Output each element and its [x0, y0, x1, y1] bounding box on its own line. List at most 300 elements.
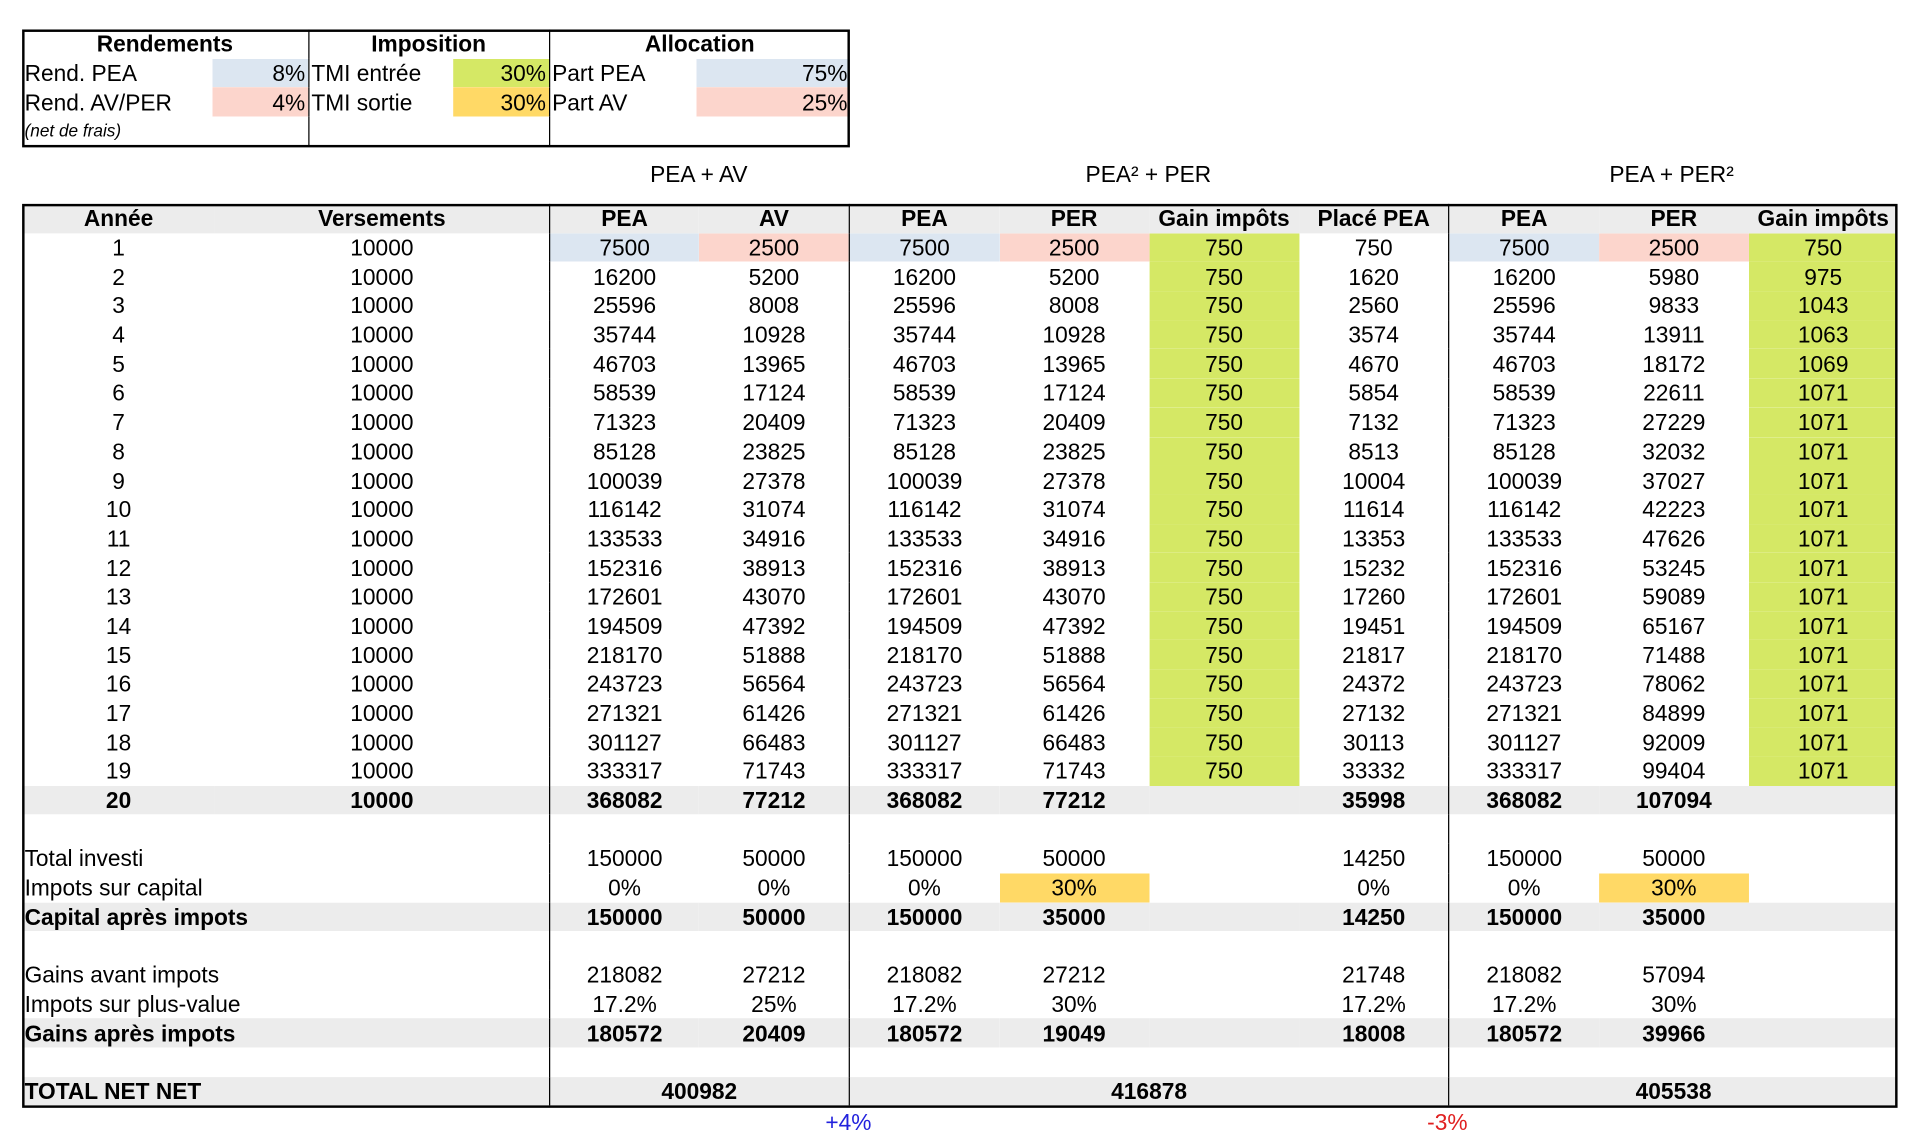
data-cell[interactable]: 31074 [1042, 496, 1106, 523]
data-cell[interactable]: 58539 [1449, 378, 1599, 407]
param-value-cell[interactable]: 30% [453, 59, 549, 88]
data-cell[interactable]: 10000 [350, 438, 414, 465]
data-cell[interactable]: 301127 [549, 728, 699, 757]
data-cell[interactable]: 47392 [1042, 612, 1106, 639]
data-cell[interactable]: 33332 [1342, 758, 1406, 785]
data-cell[interactable]: 10000 [350, 467, 414, 494]
data-cell[interactable]: 16200 [549, 262, 699, 291]
summary-cell[interactable]: 50000 [1042, 845, 1106, 872]
data-cell[interactable]: 9 [112, 467, 125, 494]
data-cell[interactable]: 116142 [849, 495, 999, 524]
summary-cell[interactable]: 0% [757, 874, 791, 901]
summary-cell[interactable]: 150000 [849, 902, 999, 931]
data-cell[interactable]: 14 [105, 612, 132, 639]
data-cell[interactable]: 243723 [849, 669, 999, 698]
total-pea-per2[interactable]: 405538 [1449, 1077, 1898, 1106]
data-cell[interactable]: 1071 [1749, 553, 1898, 582]
data-cell[interactable]: 27229 [1642, 409, 1706, 435]
data-cell[interactable]: 42223 [1642, 496, 1706, 523]
data-cell[interactable]: 25596 [549, 291, 699, 320]
data-cell[interactable]: 133533 [849, 524, 999, 553]
data-cell[interactable]: 1071 [1749, 524, 1898, 553]
data-cell[interactable]: 750 [1149, 233, 1299, 262]
data-cell[interactable]: 25596 [849, 291, 999, 320]
final-row-cell[interactable]: 20 [22, 786, 215, 815]
summary-cell[interactable]: 50000 [1642, 845, 1706, 872]
data-cell[interactable]: 4 [112, 321, 125, 348]
data-cell[interactable]: 10000 [350, 583, 414, 610]
data-cell[interactable]: 78062 [1642, 671, 1706, 697]
data-cell[interactable]: 5980 [1648, 263, 1700, 290]
table-row [22, 989, 1897, 1018]
data-cell[interactable]: 271321 [849, 698, 999, 727]
data-cell[interactable]: 5200 [748, 263, 800, 290]
data-cell[interactable]: 1071 [1749, 728, 1898, 757]
param-value-cell[interactable]: 75% [696, 59, 850, 88]
data-cell[interactable]: 1 [112, 234, 125, 261]
data-cell[interactable]: 750 [1749, 233, 1898, 262]
data-cell[interactable]: 10928 [742, 321, 806, 348]
data-cell[interactable]: 13911 [1643, 321, 1705, 348]
data-cell[interactable]: 8008 [748, 292, 800, 319]
data-cell[interactable]: 17124 [742, 380, 806, 406]
summary-cell[interactable]: 17.2% [849, 989, 999, 1018]
data-cell[interactable]: 43070 [742, 583, 806, 610]
data-cell[interactable]: 194509 [549, 611, 699, 640]
final-row-cell[interactable]: 368082 [549, 786, 699, 815]
data-cell[interactable]: 7132 [1348, 409, 1399, 435]
data-cell[interactable]: 46703 [549, 349, 699, 378]
column-header: Année [22, 204, 215, 233]
data-cell[interactable]: 750 [1149, 408, 1299, 437]
data-cell[interactable]: 1071 [1749, 466, 1898, 495]
data-cell[interactable]: 47392 [742, 612, 806, 639]
data-cell[interactable]: 1069 [1749, 349, 1898, 378]
data-cell[interactable]: 2500 [999, 233, 1149, 262]
data-cell[interactable]: 10000 [350, 321, 414, 348]
data-cell[interactable]: 85128 [1449, 437, 1599, 466]
summary-cell[interactable]: 150000 [549, 902, 699, 931]
data-cell[interactable]: 10000 [350, 758, 414, 785]
data-cell[interactable]: 10000 [350, 292, 414, 319]
summary-cell[interactable]: 180572 [849, 1018, 999, 1047]
empty-cell [999, 1048, 1149, 1077]
data-cell[interactable]: 750 [1149, 291, 1299, 320]
summary-cell[interactable] [1149, 960, 1299, 989]
summary-cell[interactable]: 18008 [1299, 1018, 1449, 1047]
data-cell[interactable]: 16200 [1449, 262, 1599, 291]
data-cell[interactable]: 7500 [549, 233, 699, 262]
summary-cell[interactable] [1149, 1018, 1299, 1047]
param-value-cell[interactable]: 4% [212, 88, 308, 117]
summary-cell[interactable]: 150000 [549, 844, 699, 873]
data-cell[interactable]: 116142 [1449, 495, 1599, 524]
data-cell[interactable]: 10000 [350, 554, 414, 581]
empty-cell [22, 1048, 215, 1077]
data-cell[interactable]: 71323 [1449, 408, 1599, 437]
data-cell[interactable]: 27132 [1342, 700, 1406, 726]
summary-cell[interactable]: 0% [1357, 874, 1391, 901]
data-cell[interactable]: 66483 [1042, 729, 1106, 755]
data-cell[interactable]: 16200 [849, 262, 999, 291]
data-cell[interactable]: 18 [105, 729, 132, 755]
data-cell[interactable]: 20409 [742, 409, 806, 435]
summary-cell[interactable]: 14250 [1342, 845, 1406, 872]
summary-cell[interactable] [1749, 844, 1898, 873]
data-cell[interactable]: 16 [105, 671, 132, 697]
final-row-cell[interactable]: 77212 [999, 786, 1149, 815]
data-cell[interactable]: 5854 [1348, 380, 1399, 406]
empty-cell [849, 931, 999, 960]
data-cell[interactable]: 5 [112, 350, 125, 377]
summary-cell[interactable]: 20409 [699, 1018, 849, 1047]
summary-cell[interactable]: 39966 [1599, 1018, 1749, 1047]
summary-cell[interactable]: 180572 [1449, 1018, 1599, 1047]
data-cell[interactable]: 11614 [1342, 496, 1405, 523]
data-cell[interactable]: 750 [1149, 320, 1299, 349]
summary-cell[interactable]: 0% [849, 873, 999, 902]
data-cell[interactable]: 92009 [1642, 729, 1706, 755]
summary-cell[interactable]: 27212 [742, 961, 806, 988]
summary-cell[interactable] [1149, 844, 1299, 873]
data-cell[interactable]: 71743 [742, 758, 806, 785]
data-cell[interactable]: 7 [112, 409, 125, 435]
data-cell[interactable]: 58539 [549, 378, 699, 407]
data-cell[interactable]: 34916 [1042, 525, 1106, 552]
data-cell[interactable]: 10000 [350, 525, 414, 552]
data-cell[interactable]: 56564 [1042, 671, 1106, 697]
data-cell[interactable]: 152316 [1449, 553, 1599, 582]
data-cell[interactable]: 100039 [549, 466, 699, 495]
data-cell[interactable]: 15 [105, 641, 132, 668]
data-cell[interactable]: 23825 [1042, 438, 1106, 465]
summary-cell[interactable] [1749, 960, 1898, 989]
table-row [22, 931, 1897, 960]
data-cell[interactable]: 243723 [549, 669, 699, 698]
data-cell[interactable]: 172601 [549, 582, 699, 611]
summary-cell[interactable] [1749, 902, 1898, 931]
summary-cell[interactable]: 50000 [742, 845, 806, 872]
data-cell[interactable]: 17124 [1042, 380, 1106, 406]
data-cell[interactable]: 85128 [549, 437, 699, 466]
summary-cell[interactable] [1149, 873, 1299, 902]
data-cell[interactable]: 1071 [1749, 582, 1898, 611]
data-cell[interactable]: 13 [105, 583, 132, 610]
data-cell[interactable]: 10000 [350, 496, 414, 523]
data-cell[interactable]: 750 [1149, 262, 1299, 291]
summary-cell[interactable]: 0% [1449, 873, 1599, 902]
data-cell[interactable]: 10 [105, 496, 132, 523]
data-cell[interactable]: 12 [105, 554, 132, 581]
data-cell[interactable]: 218170 [549, 640, 699, 669]
data-cell[interactable]: 24372 [1342, 671, 1406, 697]
final-row-cell[interactable]: 77212 [699, 786, 849, 815]
data-cell[interactable]: 35744 [1449, 320, 1599, 349]
data-cell[interactable]: 1071 [1749, 669, 1898, 698]
param-label: Part PEA [549, 59, 696, 88]
data-cell[interactable]: 30113 [1342, 729, 1405, 755]
data-cell[interactable]: 32032 [1642, 438, 1706, 465]
data-cell[interactable]: 152316 [549, 553, 699, 582]
data-cell[interactable]: 172601 [849, 582, 999, 611]
data-cell[interactable]: 1043 [1749, 291, 1898, 320]
data-cell[interactable]: 750 [1149, 553, 1299, 582]
data-cell[interactable]: 10004 [1342, 467, 1406, 494]
summary-cell[interactable] [1149, 989, 1299, 1018]
data-cell[interactable]: 35744 [849, 320, 999, 349]
summary-label: Impots sur capital [24, 874, 203, 901]
total-pea-av[interactable]: 400982 [549, 1077, 849, 1106]
data-cell[interactable]: 116142 [549, 495, 699, 524]
data-cell[interactable]: 46703 [1449, 349, 1599, 378]
data-cell[interactable]: 17 [105, 700, 132, 726]
data-cell[interactable]: 20409 [1042, 409, 1106, 435]
summary-cell[interactable]: 218082 [549, 960, 699, 989]
data-cell[interactable]: 71743 [1042, 758, 1106, 785]
data-cell[interactable]: 10000 [350, 641, 414, 668]
data-cell[interactable]: 19 [105, 758, 132, 785]
data-cell[interactable]: 1071 [1749, 437, 1898, 466]
final-row-cell[interactable]: 10000 [215, 786, 549, 815]
data-cell[interactable]: 27378 [1042, 467, 1106, 494]
data-cell[interactable]: 100039 [1449, 466, 1599, 495]
data-cell[interactable]: 19451 [1342, 612, 1406, 639]
data-cell[interactable]: 3574 [1348, 321, 1399, 348]
param-value-cell[interactable]: 30% [453, 88, 549, 117]
data-cell[interactable]: 17260 [1342, 583, 1406, 610]
data-cell[interactable]: 333317 [549, 757, 699, 786]
data-cell[interactable]: 10000 [350, 671, 414, 697]
data-cell[interactable]: 194509 [849, 611, 999, 640]
data-cell[interactable]: 152316 [849, 553, 999, 582]
data-cell[interactable]: 61426 [742, 700, 806, 726]
summary-cell[interactable]: 17.2% [549, 989, 699, 1018]
data-cell[interactable]: 31074 [742, 496, 806, 523]
data-cell[interactable]: 100039 [849, 466, 999, 495]
final-row-cell[interactable]: 35998 [1299, 786, 1449, 815]
data-cell[interactable]: 1071 [1749, 495, 1898, 524]
data-cell[interactable]: 750 [1149, 611, 1299, 640]
data-cell[interactable]: 46703 [849, 349, 999, 378]
data-cell[interactable]: 66483 [742, 729, 806, 755]
summary-cell[interactable] [1749, 989, 1898, 1018]
summary-cell[interactable]: 17.2% [1449, 989, 1599, 1018]
summary-cell[interactable] [1149, 902, 1299, 931]
data-cell[interactable]: 750 [1149, 378, 1299, 407]
data-cell[interactable]: 271321 [549, 698, 699, 727]
summary-cell[interactable]: 150000 [1449, 902, 1599, 931]
summary-cell[interactable]: 30% [1599, 873, 1749, 902]
data-cell[interactable]: 51888 [742, 641, 806, 668]
data-cell[interactable]: 133533 [549, 524, 699, 553]
data-cell[interactable]: 10000 [350, 234, 414, 261]
data-cell[interactable]: 2 [112, 263, 125, 290]
data-cell[interactable]: 750 [1149, 698, 1299, 727]
data-cell[interactable]: 15232 [1342, 554, 1406, 581]
summary-cell[interactable]: 19049 [999, 1018, 1149, 1047]
data-cell[interactable]: 37027 [1642, 467, 1706, 494]
data-cell[interactable]: 71323 [549, 408, 699, 437]
data-cell[interactable]: 23825 [742, 438, 806, 465]
empty-cell [215, 931, 549, 960]
data-cell[interactable]: 1071 [1749, 698, 1898, 727]
summary-cell[interactable]: 218082 [1449, 960, 1599, 989]
summary-cell[interactable]: 57094 [1642, 961, 1706, 988]
data-cell[interactable]: 35744 [549, 320, 699, 349]
data-cell[interactable]: 194509 [1449, 611, 1599, 640]
data-cell[interactable]: 8 [112, 438, 125, 465]
data-cell[interactable]: 10928 [1042, 321, 1106, 348]
data-cell[interactable]: 27378 [742, 467, 806, 494]
summary-cell[interactable]: 218082 [849, 960, 999, 989]
summary-cell[interactable] [1749, 1018, 1898, 1047]
data-cell[interactable]: 333317 [849, 757, 999, 786]
data-cell[interactable]: 1063 [1749, 320, 1898, 349]
data-cell[interactable]: 243723 [1449, 669, 1599, 698]
data-cell[interactable]: 975 [1749, 262, 1898, 291]
data-cell[interactable]: 750 [1149, 669, 1299, 698]
data-cell[interactable]: 25596 [1449, 291, 1599, 320]
data-cell[interactable]: 1071 [1749, 408, 1898, 437]
summary-cell[interactable]: 150000 [849, 844, 999, 873]
data-cell[interactable]: 218170 [1449, 640, 1599, 669]
data-cell[interactable]: 750 [1149, 437, 1299, 466]
final-row-cell[interactable] [1749, 786, 1898, 815]
empty-cell [1149, 815, 1299, 844]
data-cell[interactable]: 2500 [1599, 233, 1749, 262]
param-value-cell[interactable]: 25% [696, 88, 850, 117]
data-cell[interactable]: 271321 [1449, 698, 1599, 727]
summary-cell[interactable]: 150000 [1449, 844, 1599, 873]
data-cell[interactable]: 133533 [1449, 524, 1599, 553]
data-cell[interactable]: 38913 [1042, 554, 1106, 581]
data-cell[interactable]: 2500 [699, 233, 849, 262]
data-cell[interactable]: 301127 [849, 728, 999, 757]
data-cell[interactable]: 750 [1149, 582, 1299, 611]
data-cell[interactable]: 10000 [350, 409, 414, 435]
summary-cell[interactable]: 35000 [999, 902, 1149, 931]
param-value-cell[interactable]: 8% [212, 59, 308, 88]
data-cell[interactable]: 84899 [1642, 700, 1706, 726]
data-cell[interactable]: 51888 [1042, 641, 1106, 668]
data-cell[interactable]: 34916 [742, 525, 806, 552]
data-cell[interactable]: 11 [106, 525, 131, 552]
final-row-cell[interactable]: 368082 [849, 786, 999, 815]
data-cell[interactable]: 10000 [350, 612, 414, 639]
data-cell[interactable]: 172601 [1449, 582, 1599, 611]
data-cell[interactable]: 5200 [1048, 263, 1100, 290]
data-cell[interactable]: 99404 [1642, 758, 1706, 785]
table-row [22, 495, 1897, 524]
data-cell[interactable]: 9833 [1648, 292, 1700, 319]
data-cell[interactable]: 750 [1149, 757, 1299, 786]
data-cell[interactable]: 750 [1149, 495, 1299, 524]
data-cell[interactable]: 22611 [1643, 380, 1705, 406]
data-cell[interactable]: 85128 [849, 437, 999, 466]
summary-cell[interactable]: 30% [999, 873, 1149, 902]
summary-cell[interactable]: 35000 [1599, 902, 1749, 931]
data-cell[interactable]: 38913 [742, 554, 806, 581]
data-cell[interactable]: 750 [1149, 640, 1299, 669]
summary-cell[interactable]: 17.2% [1341, 991, 1406, 1017]
data-cell[interactable]: 10000 [350, 263, 414, 290]
data-cell[interactable]: 71488 [1642, 641, 1706, 668]
data-cell[interactable]: 1071 [1749, 378, 1898, 407]
empty-cell [1299, 815, 1449, 844]
data-cell[interactable]: 6 [112, 380, 125, 406]
data-cell[interactable]: 218170 [849, 640, 999, 669]
data-cell[interactable]: 1071 [1749, 757, 1898, 786]
final-row-cell[interactable]: 107094 [1599, 786, 1749, 815]
data-cell[interactable]: 2560 [1348, 292, 1399, 319]
summary-cell[interactable]: 21748 [1342, 961, 1406, 988]
table-row [22, 408, 1897, 437]
data-cell[interactable]: 10000 [350, 700, 414, 726]
final-row-cell[interactable] [1149, 786, 1299, 815]
data-cell[interactable]: 8513 [1348, 438, 1399, 465]
total-pea2-per[interactable]: 416878 [849, 1077, 1449, 1106]
summary-cell[interactable]: 27212 [1042, 961, 1106, 988]
data-cell[interactable]: 750 [1149, 728, 1299, 757]
data-cell[interactable]: 4670 [1348, 350, 1399, 377]
data-cell[interactable]: 7500 [849, 233, 999, 262]
table-row [22, 698, 1897, 727]
summary-cell[interactable]: 0% [549, 873, 699, 902]
data-cell[interactable]: 333317 [1449, 757, 1599, 786]
data-cell[interactable]: 10000 [350, 380, 414, 406]
summary-cell[interactable]: 30% [1651, 991, 1697, 1017]
data-cell[interactable]: 13965 [742, 350, 806, 377]
data-cell[interactable]: 750 [1149, 349, 1299, 378]
data-cell[interactable]: 53245 [1642, 554, 1706, 581]
summary-cell[interactable] [1749, 873, 1898, 902]
data-cell[interactable]: 1071 [1749, 611, 1898, 640]
data-cell[interactable]: 61426 [1042, 700, 1106, 726]
data-cell[interactable]: 750 [1149, 466, 1299, 495]
empty-cell [1449, 931, 1599, 960]
summary-cell[interactable]: 50000 [699, 902, 849, 931]
data-cell[interactable]: 58539 [849, 378, 999, 407]
data-cell[interactable]: 13965 [1042, 350, 1106, 377]
data-cell[interactable]: 10000 [350, 729, 414, 755]
data-cell[interactable]: 301127 [1449, 728, 1599, 757]
data-cell[interactable]: 750 [1149, 524, 1299, 553]
summary-cell[interactable]: 180572 [549, 1018, 699, 1047]
data-cell[interactable]: 18172 [1642, 350, 1706, 377]
data-cell[interactable]: 56564 [742, 671, 806, 697]
data-cell[interactable]: 43070 [1042, 583, 1106, 610]
data-cell[interactable]: 1071 [1749, 640, 1898, 669]
data-cell[interactable]: 1620 [1348, 263, 1399, 290]
summary-cell[interactable]: 14250 [1299, 902, 1449, 931]
total-label: TOTAL NET NET [22, 1077, 549, 1106]
data-cell[interactable]: 21817 [1342, 641, 1406, 668]
data-cell[interactable]: 8008 [1048, 292, 1100, 319]
data-cell[interactable]: 47626 [1642, 525, 1706, 552]
final-row-cell[interactable]: 368082 [1449, 786, 1599, 815]
data-cell[interactable]: 71323 [849, 408, 999, 437]
summary-cell[interactable]: 25% [751, 991, 797, 1017]
data-cell[interactable]: 750 [1354, 234, 1393, 261]
empty-cell [699, 815, 849, 844]
summary-cell[interactable]: 30% [1051, 991, 1097, 1017]
data-cell[interactable]: 65167 [1642, 612, 1706, 639]
data-cell[interactable]: 13353 [1342, 525, 1406, 552]
data-cell[interactable]: 3 [112, 292, 125, 319]
data-cell[interactable]: 10000 [350, 350, 414, 377]
data-cell[interactable]: 59089 [1642, 583, 1706, 610]
data-cell[interactable]: 7500 [1449, 233, 1599, 262]
